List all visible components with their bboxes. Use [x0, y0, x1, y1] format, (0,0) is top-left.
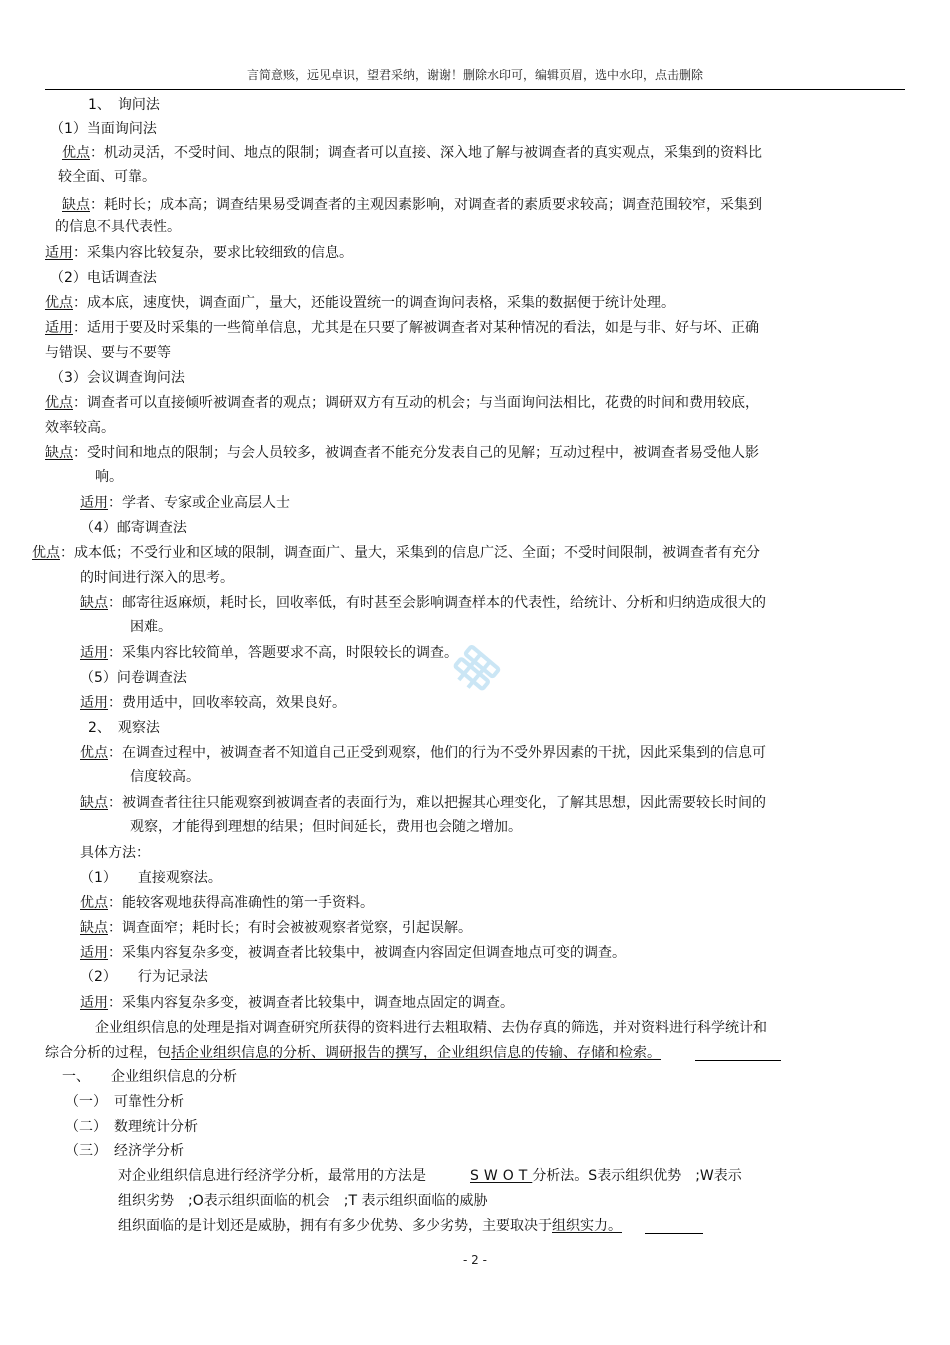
text-fragment: ：调查者可以直接倾听被调查者的观点；调研双方有互动的机会；与当面询问法相比，花费的时间和费用较底，	[73, 395, 759, 411]
watermark-logo	[445, 640, 505, 700]
subheading-reliability: （一） 可靠性分析	[65, 1094, 184, 1110]
text-fragment: ：费用适中，回收率较高，效果良好。	[108, 695, 346, 711]
text-fragment: ：学者、专家或企业高层人士	[108, 495, 290, 511]
label-disadvantage: 缺点	[80, 595, 108, 611]
label-applicable: 适用	[80, 495, 108, 511]
text-line	[80, 493, 290, 513]
subheading-mail-survey: （4）邮寄调查法	[80, 520, 187, 536]
header-rule	[45, 89, 905, 90]
label-advantage: 优点	[80, 745, 108, 761]
text-fragment: ：调查面窄；耗时长；有时会被被观察者觉察，引起误解。	[108, 920, 472, 936]
text-line	[45, 443, 759, 463]
subheading-statistical: （二） 数理统计分析	[65, 1119, 198, 1135]
swot-term: SWOT	[470, 1168, 533, 1184]
label-disadvantage: 缺点	[62, 197, 90, 213]
text-line	[45, 243, 353, 263]
label-disadvantage: 缺点	[80, 920, 108, 936]
text-fragment-underlined: 括企业组织信息的分析、调研报告的撰写，企业组织信息的传输、存储和检索。	[171, 1045, 661, 1061]
text-line	[80, 593, 766, 613]
text-line: 观察，才能得到理想的结果；但时间延长，费用也会随之增加。	[130, 819, 522, 835]
label-applicable: 适用	[80, 645, 108, 661]
label-applicable: 适用	[80, 945, 108, 961]
underline-rule	[695, 1060, 781, 1061]
text-line: 效率较高。	[45, 420, 115, 436]
text-fragment: ：成本低；不受行业和区域的限制，调查面广、量大，采集到的信息广泛、全面；不受时间限制，被调查者有充分	[60, 545, 760, 561]
text-line	[80, 693, 346, 713]
text-line	[45, 393, 759, 413]
label-applicable: 适用	[80, 995, 108, 1011]
heading-observation-method: 2、 观察法	[88, 720, 160, 736]
subheading-meeting-survey: （3）会议调查询问法	[50, 370, 185, 386]
subheading-direct-observation: （1） 直接观察法。	[80, 870, 222, 886]
text-fragment: ：适用于要及时采集的一些简单信息，尤其是在只要了解被调查者对某种情况的看法，如是与非、好与坏、正确	[73, 320, 759, 336]
subheading-behavior-record: （2） 行为记录法	[80, 969, 208, 985]
label-applicable: 适用	[45, 245, 73, 261]
text-line	[45, 293, 675, 313]
label-advantage: 优点	[45, 395, 73, 411]
text-line: 与错误、要与不要等	[45, 345, 171, 361]
text-line	[80, 918, 472, 938]
text-fragment: ：邮寄往返麻烦，耗时长，回收率低，有时甚至会影响调查样本的代表性，给统计、分析和归纳造成很大的	[108, 595, 766, 611]
text-fragment: ：成本底，速度快，调查面广，量大，还能设置统一的调查询问表格，采集的数据便于统计处理。	[73, 295, 675, 311]
text-line	[62, 143, 762, 163]
label-applicable: 适用	[80, 695, 108, 711]
label-disadvantage: 缺点	[45, 445, 73, 461]
text-fragment: 组织面临的是计划还是威胁，拥有有多少优势、多少劣势，主要取决于	[118, 1218, 552, 1234]
text-fragment: ：被调查者往往只能观察到被调查者的表面行为，难以把握其心理变化，了解其思想，因此需要较长时间的	[108, 795, 766, 811]
text-line: 的信息不具代表性。	[55, 219, 181, 235]
text-fragment: ：受时间和地点的限制；与会人员较多，被调查者不能充分发表自己的见解；互动过程中，被调查者易受他人影	[73, 445, 759, 461]
subheading-phone-survey: （2）电话调查法	[50, 270, 157, 286]
text-line	[80, 793, 766, 813]
text-line	[80, 893, 374, 913]
text-line	[118, 1166, 742, 1186]
label-advantage: 优点	[62, 145, 90, 161]
label-disadvantage: 缺点	[80, 795, 108, 811]
text-fragment: ：在调查过程中，被调查者不知道自己正受到观察，他们的行为不受外界因素的干扰，因此采集到的信息可	[108, 745, 766, 761]
subheading-questionnaire: （5）问卷调查法	[80, 670, 187, 686]
text-fragment: ：采集内容复杂多变，被调查者比较集中，被调查内容固定但调查地点可变的调查。	[108, 945, 626, 961]
text-line: 具体方法：	[80, 845, 150, 861]
subheading-face-to-face: （1）当面询问法	[50, 121, 157, 137]
heading-org-info-analysis: 一、 企业组织信息的分析	[62, 1069, 237, 1085]
text-line: 组织劣势 ;O表示组织面临的机会 ;T 表示组织面临的威胁	[118, 1193, 488, 1209]
text-line: 较全面、可靠。	[58, 169, 156, 185]
text-fragment: 对企业组织信息进行经济学分析，最常用的方法是	[118, 1168, 426, 1184]
text-line	[32, 543, 760, 563]
text-line: 响。	[95, 469, 123, 485]
text-line	[80, 643, 458, 663]
text-fragment: ：能较客观地获得高准确性的第一手资料。	[108, 895, 374, 911]
text-line	[62, 195, 762, 215]
text-line	[80, 743, 766, 763]
text-fragment: ：采集内容比较复杂，要求比较细致的信息。	[73, 245, 353, 261]
underline-rule	[645, 1233, 703, 1234]
text-line: 企业组织信息的处理是指对调查研究所获得的资料进行去粗取精、去伪存真的筛选，并对资料进行科学统计和	[95, 1020, 767, 1036]
text-fragment: ：耗时长；成本高；调查结果易受调查者的主观因素影响，对调查者的素质要求较高；调查范围较窄，采集到	[90, 197, 762, 213]
text-fragment: ：采集内容复杂多变，被调查者比较集中，调查地点固定的调查。	[108, 995, 514, 1011]
text-fragment: 综合分析的过程，包	[45, 1045, 171, 1061]
text-line: 的时间进行深入的思考。	[80, 570, 234, 586]
subheading-economic: （三） 经济学分析	[65, 1143, 184, 1159]
text-fragment: ：机动灵活，不受时间、地点的限制；调查者可以直接、深入地了解与被调查者的真实观点，采集到的资料比	[90, 145, 762, 161]
page-header: 言简意赅，远见卓识，望君采纳，谢谢！删除水印可，编辑页眉，选中水印，点击删除	[246, 68, 703, 82]
text-fragment: 分析法。S表示组织优势 ;W表示	[532, 1168, 742, 1184]
label-advantage: 优点	[32, 545, 60, 561]
text-line	[80, 993, 514, 1013]
text-line	[45, 318, 759, 338]
label-applicable: 适用	[45, 320, 73, 336]
page-number: - 2 -	[463, 1253, 487, 1267]
text-line: 信度较高。	[130, 769, 200, 785]
text-line	[80, 943, 626, 963]
label-advantage: 优点	[80, 895, 108, 911]
text-line	[118, 1216, 622, 1236]
label-advantage: 优点	[45, 295, 73, 311]
text-line: 困难。	[130, 619, 172, 635]
heading-inquiry-method: 1、 询问法	[88, 97, 160, 113]
text-fragment-underlined: 组织实力。	[552, 1218, 622, 1234]
text-fragment: ：采集内容比较简单，答题要求不高，时限较长的调查。	[108, 645, 458, 661]
text-line	[45, 1043, 661, 1063]
